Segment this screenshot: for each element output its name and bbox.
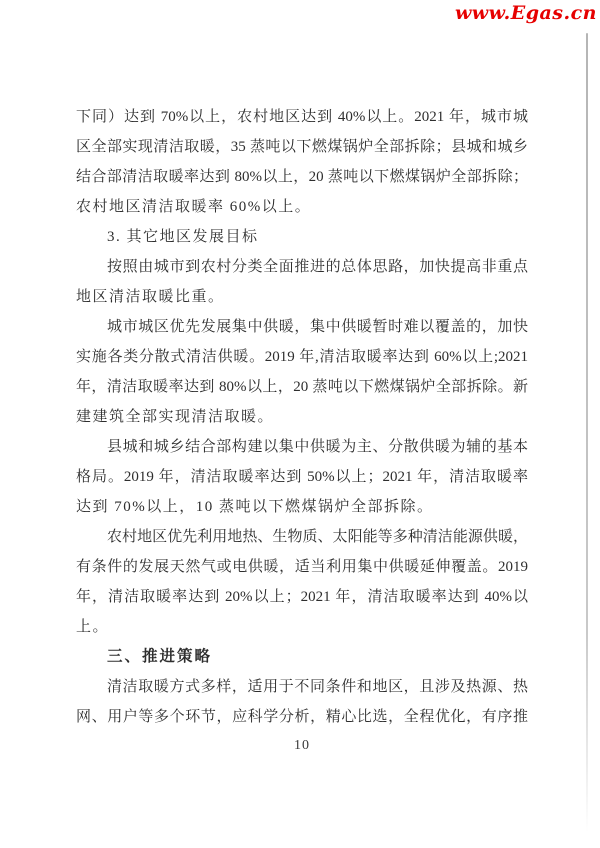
text-line: 年，清洁取暖率达到 20%以上；2021 年，清洁取暖率达到 40%以 bbox=[76, 589, 528, 605]
watermark-text: www.Egas.cn bbox=[454, 2, 597, 24]
text-line: 有条件的发展天然气或电供暖，适当利用集中供暖延伸覆盖。2019 bbox=[76, 559, 528, 575]
text-line: 结合部清洁取暖率达到 80%以上，20 蒸吨以下燃煤锅炉全部拆除； bbox=[76, 169, 528, 185]
text-line: 城市城区优先发展集中供暖，集中供暖暂时难以覆盖的，加快 bbox=[107, 319, 528, 335]
text-line: 农村地区清洁取暖率 60%以上。 bbox=[76, 199, 312, 215]
text-line: 三、推进策略 bbox=[107, 648, 213, 665]
text-line: 格局。2019 年，清洁取暖率达到 50%以上；2021 年，清洁取暖率 bbox=[76, 469, 528, 485]
text-line: 上。 bbox=[76, 619, 110, 635]
text-line: 农村地区优先利用地热、生物质、太阳能等多种清洁能源供暖， bbox=[107, 529, 528, 545]
text-line: 3. 其它地区发展目标 bbox=[107, 229, 259, 245]
text-line: 实施各类分散式清洁供暖。2019 年,清洁取暖率达到 60%以上;2021 bbox=[76, 349, 528, 365]
text-line: 建建筑全部实现清洁取暖。 bbox=[76, 409, 275, 425]
text-line: 清洁取暖方式多样，适用于不同条件和地区，且涉及热源、热 bbox=[107, 679, 528, 695]
text-line: 地区清洁取暖比重。 bbox=[76, 289, 225, 305]
text-line: 按照由城市到农村分类全面推进的总体思路，加快提高非重点 bbox=[107, 259, 528, 275]
text-line: 达到 70%以上，10 蒸吨以下燃煤锅炉全部拆除。 bbox=[76, 499, 434, 515]
text-line: 区全部实现清洁取暖，35 蒸吨以下燃煤锅炉全部拆除；县城和城乡 bbox=[76, 139, 528, 155]
page-number: 10 bbox=[294, 738, 310, 753]
scan-edge-line bbox=[586, 33, 588, 833]
text-line: 下同）达到 70%以上，农村地区达到 40%以上。2021 年，城市城 bbox=[76, 109, 528, 125]
text-column bbox=[76, 102, 528, 732]
text-line: 县城和城乡结合部构建以集中供暖为主、分散供暖为辅的基本 bbox=[107, 439, 528, 455]
text-line: 网、用户等多个环节，应科学分析，精心比选，全程优化，有序推 bbox=[76, 709, 528, 725]
text-line: 年，清洁取暖率达到 80%以上，20 蒸吨以下燃煤锅炉全部拆除。新 bbox=[76, 379, 528, 395]
